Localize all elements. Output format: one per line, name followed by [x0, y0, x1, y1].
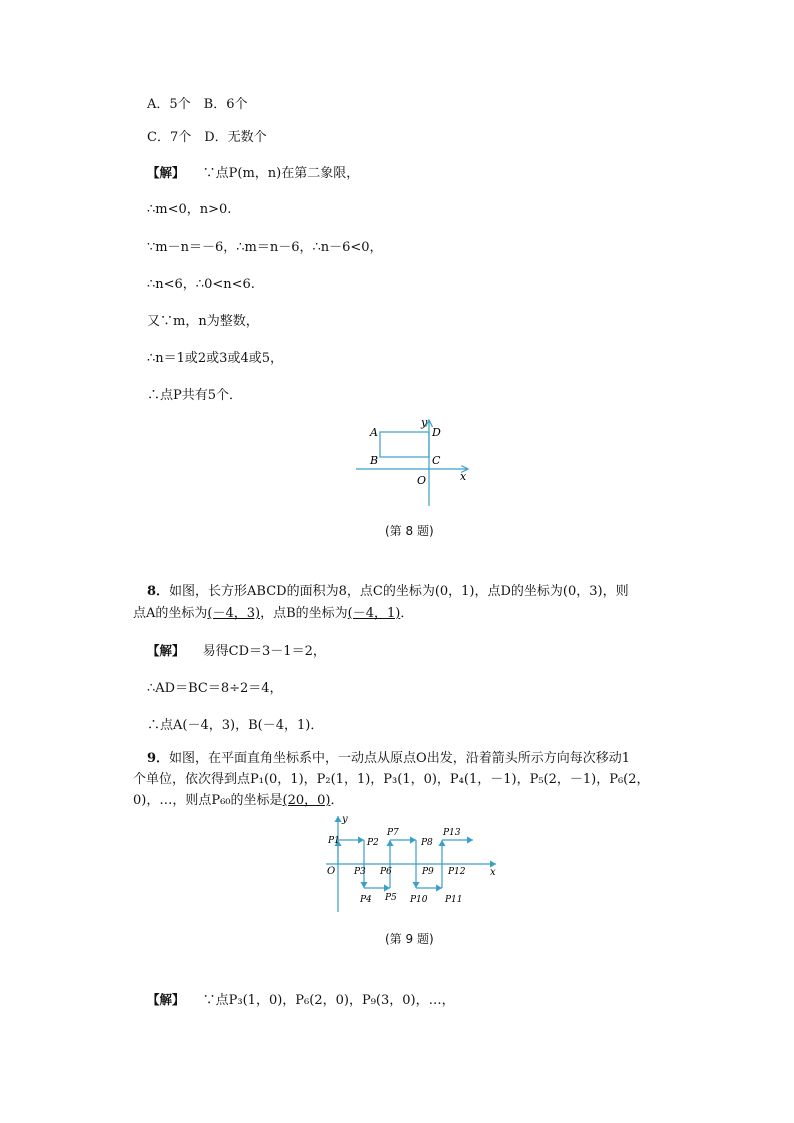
q9-text-line3 [133, 792, 344, 810]
q9-stem: 0)，…，则点P₆₀的坐标是 [133, 793, 283, 808]
q9-stem: ． [330, 793, 344, 808]
answer-a: (－4，3) [207, 606, 261, 621]
label-p10: P10 [410, 895, 428, 905]
q8-text-line1 [147, 583, 629, 601]
q8-solution-line: ∴点A(－4，3)，B(－4，1)． [147, 718, 324, 733]
label-y: y [342, 814, 348, 825]
answer-b: (－4，1) [347, 606, 401, 621]
solution-tag: 【解】 [147, 643, 185, 658]
q7-solution-line: ∴n<6，∴0<n<6. [147, 277, 255, 292]
label-origin: O [417, 474, 427, 487]
label-p4: P4 [360, 895, 372, 905]
q7-options-cd: C．7个 D．无数个 [147, 130, 267, 145]
figure-8 [350, 412, 480, 512]
label-y: y [421, 416, 428, 429]
label-p13: P13 [443, 828, 461, 838]
label-p3: P3 [354, 867, 366, 877]
q9-text-line1 [147, 750, 630, 768]
answer-p60: (20，0) [282, 793, 331, 808]
label-a: A [370, 426, 378, 439]
q7-solution-line: ∵m－n＝－6，∴m＝n－6，∴n－6<0， [147, 240, 383, 255]
question-number: 9． [147, 751, 170, 766]
q8-solution [147, 642, 326, 661]
q9-solution [147, 991, 455, 1010]
question-number: 8． [147, 584, 170, 599]
label-b: B [370, 454, 379, 467]
label-x: x [460, 470, 467, 483]
label-origin: O [327, 866, 336, 877]
q9-solution-line: ∵点P₃(1，0)，P₆(2，0)，P₉(3，0)，…， [202, 993, 455, 1008]
label-p9: P9 [422, 867, 434, 877]
label-p11: P11 [445, 895, 463, 905]
solution-tag: 【解】 [147, 992, 185, 1007]
q7-solution-line: ∴m<0，n>0. [147, 202, 232, 217]
q8-solution-line: 易得CD＝3－1＝2， [202, 644, 326, 659]
solution-tag: 【解】 [147, 165, 185, 180]
q8-stem: 如图，长方形ABCD的面积为8，点C的坐标为(0，1)，点D的坐标为(0，3)，则 [169, 584, 629, 599]
figure-9 [318, 812, 503, 917]
q7-solution-line: ∴点P共有5个． [147, 388, 243, 403]
label-p5: P5 [385, 893, 397, 903]
label-p8: P8 [421, 838, 433, 848]
label-p7: P7 [387, 828, 399, 838]
label-p2: P2 [367, 838, 379, 848]
q8-stem: ，点B的坐标为 [260, 606, 348, 621]
q9-text-line2: 个单位，依次得到点P₁(0，1)，P₂(1，1)，P₃(1，0)，P₄(1，－1)，P₅(2，－1)，P₆(2， [133, 772, 650, 787]
label-p1: P1 [328, 836, 340, 846]
q8-stem: ． [400, 606, 414, 621]
q7-solution [147, 164, 359, 183]
label-d: D [432, 426, 441, 439]
q7-solution-line: 又∵m，n为整数， [147, 314, 259, 329]
q8-text-line2 [133, 605, 413, 623]
label-c: C [432, 454, 441, 467]
figure-8-caption: (第 8 题) [385, 524, 434, 538]
label-p6: P6 [380, 867, 392, 877]
q7-options-ab: A．5个 B．6个 [147, 97, 248, 112]
label-p12: P12 [448, 867, 466, 877]
q8-solution-line: ∴AD＝BC＝8÷2＝4， [147, 681, 283, 696]
figure-9-caption: (第 9 题) [385, 932, 434, 946]
rectangle-abcd [380, 432, 429, 457]
q9-stem: 如图，在平面直角坐标系中，一动点从原点O出发，沿着箭头所示方向每次移动1 [169, 751, 630, 766]
label-x: x [490, 867, 496, 878]
q7-solution-line: ∴n＝1或2或3或4或5， [147, 351, 283, 366]
q7-solution-line: ∵点P(m，n)在第二象限， [202, 166, 360, 181]
q8-stem: 点A的坐标为 [133, 606, 208, 621]
